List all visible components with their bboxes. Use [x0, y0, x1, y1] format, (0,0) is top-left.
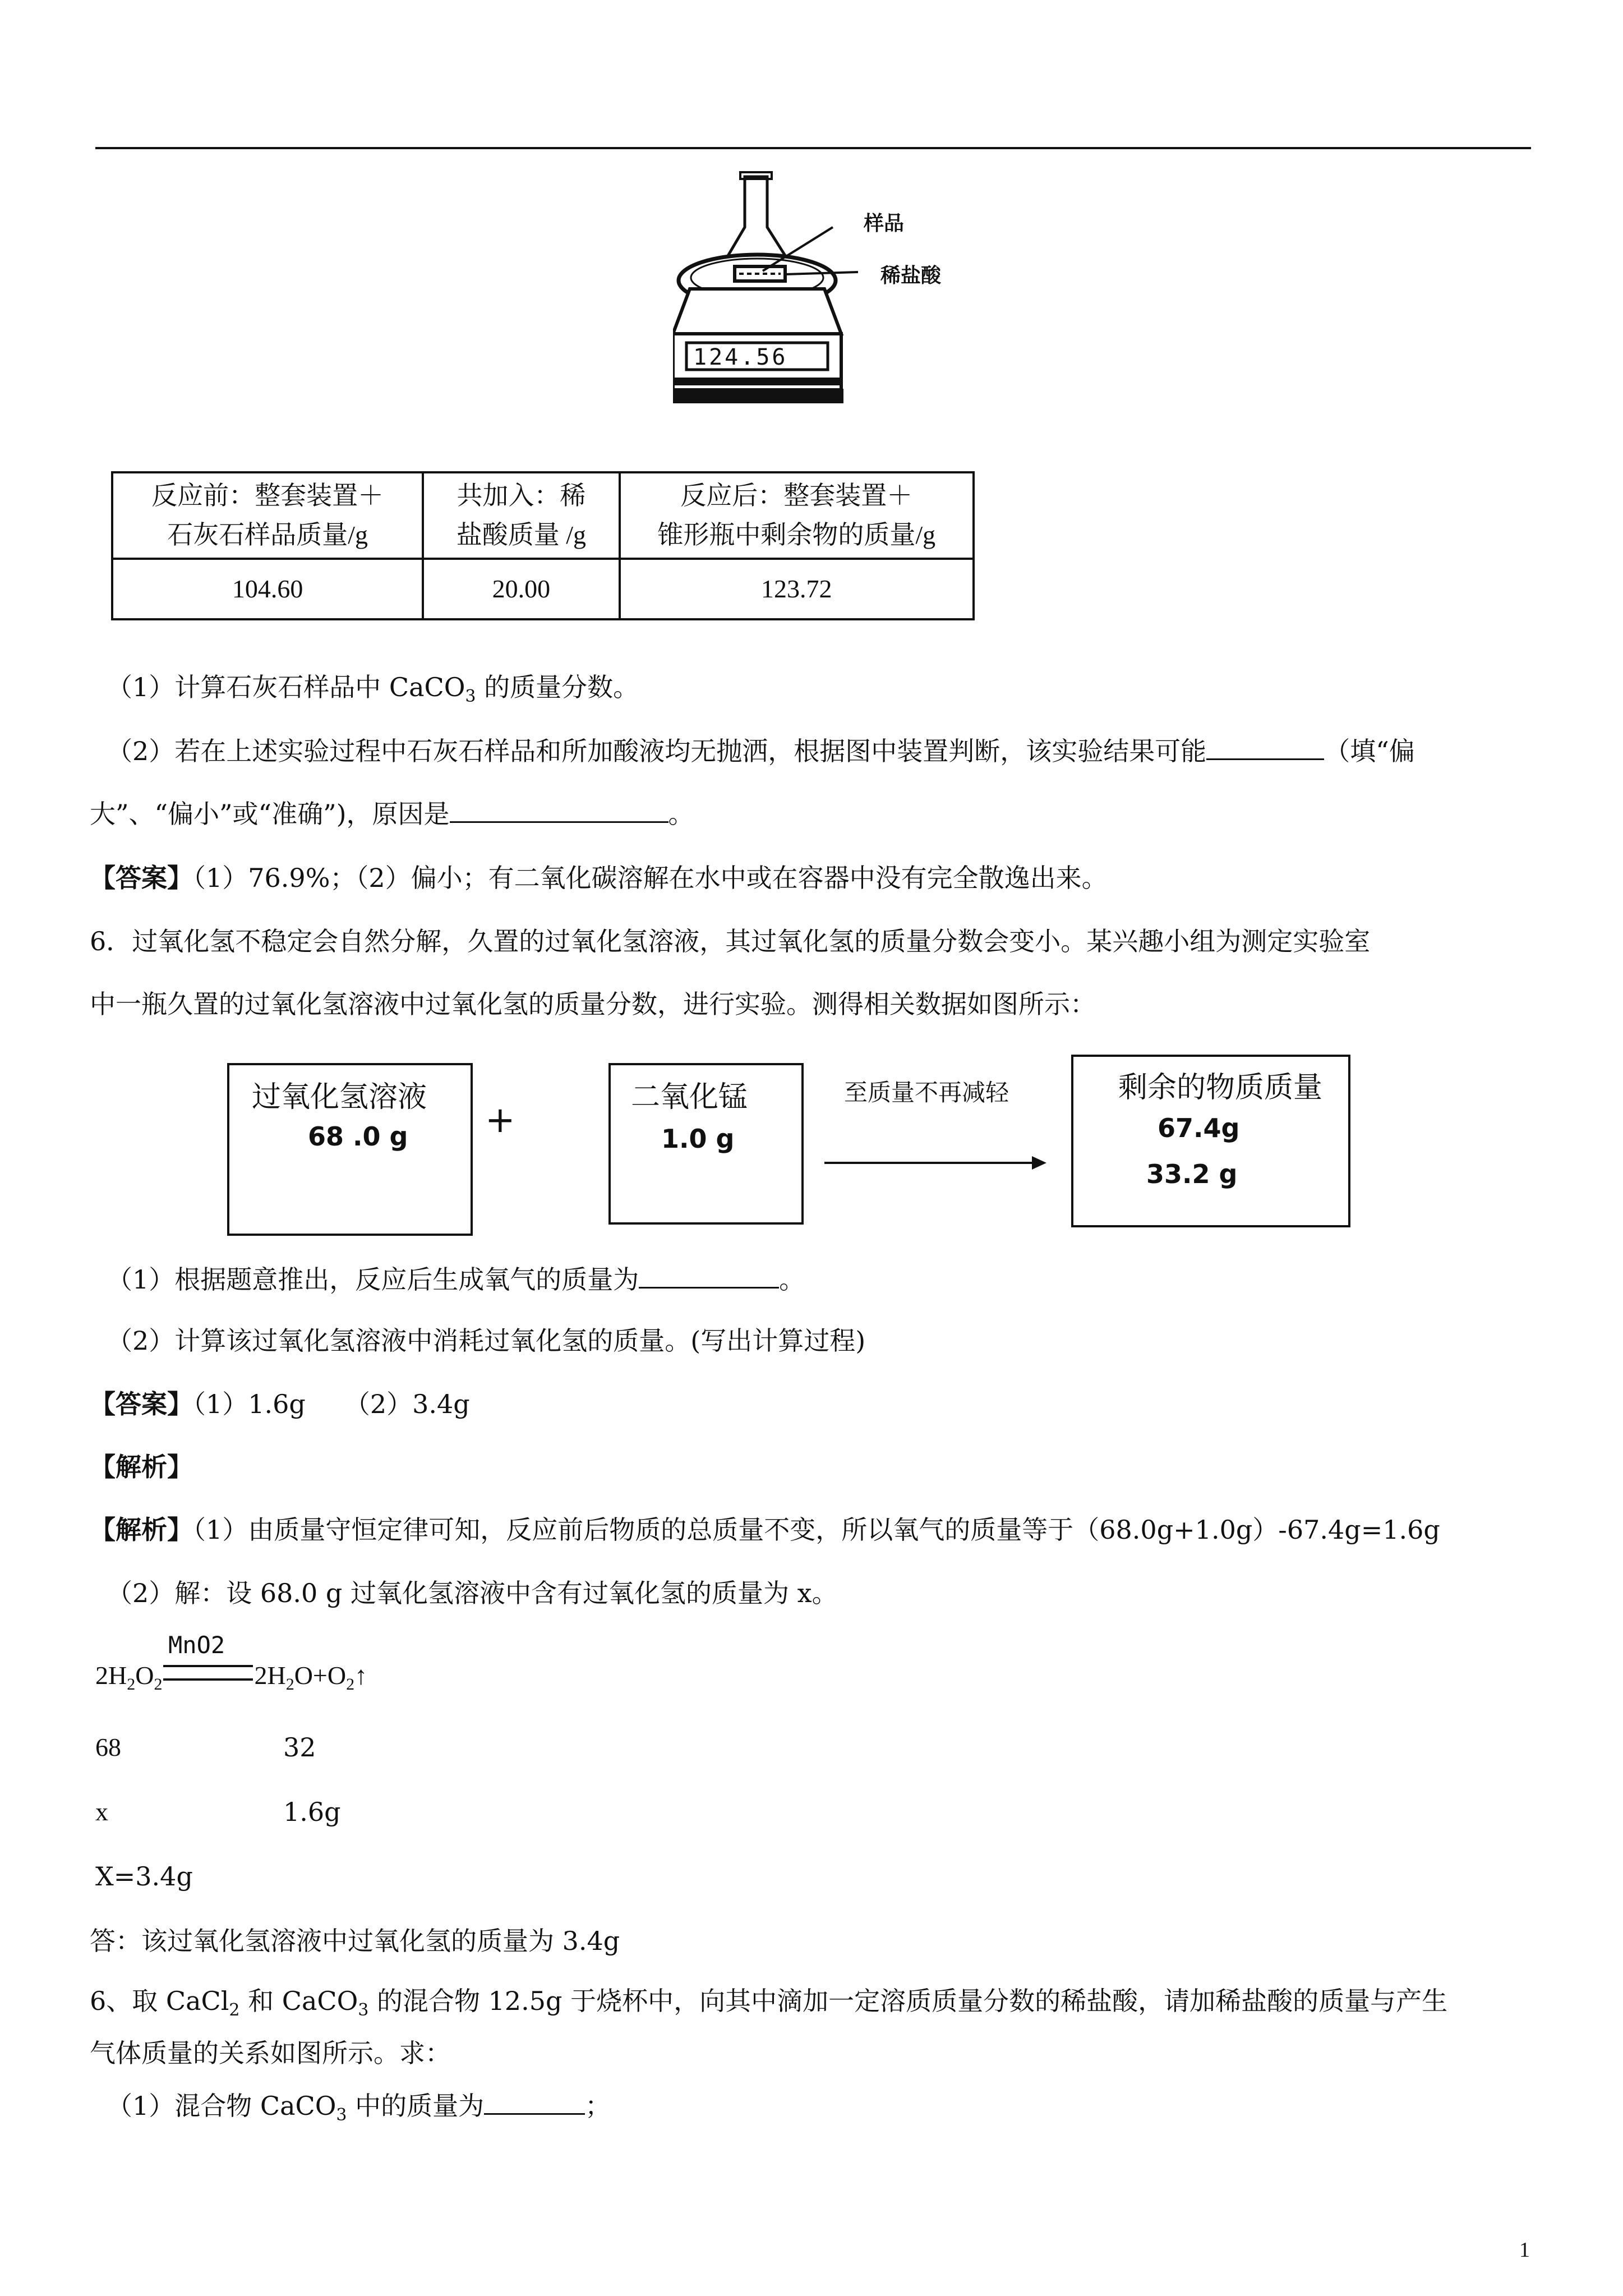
- catalyst-label: MnO2: [168, 1631, 225, 1659]
- table-header-cell: 共加入：稀 盐酸质量 /g: [423, 472, 619, 559]
- plus-sign: +: [485, 1099, 515, 1141]
- box-hydrogen-peroxide: 过氧化氢溶液 68 .0 g: [227, 1063, 473, 1236]
- answer-blank: [484, 2088, 585, 2115]
- analysis-part2: （2）解：设 68.0 g 过氧化氢溶液中含有过氧化氢的质量为 x。: [107, 1578, 838, 1608]
- data-table: [111, 471, 975, 620]
- answer-blank: [639, 1262, 779, 1289]
- q6-answer: 【答案】（1）1.6g （2）3.4g: [90, 1389, 470, 1419]
- table-value-cell: 104.60: [112, 559, 423, 619]
- q7-line2: 气体质量的关系如图所示。求：: [90, 2038, 451, 2068]
- label-sample: 样品: [864, 212, 905, 235]
- table-value-cell: 20.00: [423, 559, 619, 619]
- q5-answer: 【答案】（1）76.9%；（2）偏小；有二氧化碳溶解在水中或在容器中没有完全散逸出来。: [90, 863, 1108, 893]
- ratio-row1-right: 32: [283, 1732, 316, 1763]
- q5-part1: （1）计算石灰石样品中 CaCO$_3$ 的质量分数。: [107, 672, 639, 706]
- result: X=3.4g: [95, 1861, 193, 1892]
- answer-blank: [450, 797, 668, 823]
- q5-part2-line1: （2）若在上述实验过程中石灰石样品和所加酸液均无抛洒，根据图中装置判断，该实验结果可能 （填“偏: [107, 734, 1415, 768]
- page-number: 1: [1519, 2238, 1530, 2262]
- table-header-cell: 反应前：整套装置＋ 石灰石样品质量/g: [112, 472, 423, 559]
- q6-intro-line2: 中一瓶久置的过氧化氢溶液中过氧化氢的质量分数，进行实验。测得相关数据如图所示：: [90, 989, 1096, 1019]
- conclusion: 答：该过氧化氢溶液中过氧化氢的质量为 3.4g: [90, 1926, 620, 1956]
- analysis-heading: 【解析】: [90, 1452, 193, 1482]
- header-rule: [95, 147, 1531, 149]
- balance-figure: [673, 165, 987, 418]
- q6-part1: （1）根据题意推出，反应后生成氧气的质量为 。: [107, 1262, 805, 1296]
- chemical-equation: $2H_2O_2$ $2H_2O+O_2↑$: [95, 1661, 368, 1694]
- box-remaining-mass: 剩余的物质质量 67.4g 33.2 g: [1071, 1055, 1350, 1227]
- analysis-part1: 【解析】（1）由质量守恒定律可知，反应前后物质的总质量不变，所以氧气的质量等于（68.0g+1.0g）-67.4g=1.6g: [90, 1515, 1440, 1545]
- ratio-row2-right: 1.6g: [283, 1797, 341, 1827]
- gas-arrow-icon: ↑: [354, 1661, 368, 1690]
- q7-part1: （1）混合物 CaCO$_3$ 中的质量为 ；: [107, 2088, 611, 2132]
- ratio-row1-left: 68: [95, 1733, 121, 1761]
- box-manganese-dioxide: 二氧化锰 1.0 g: [608, 1063, 804, 1225]
- reaction-arrow: [824, 1154, 1049, 1171]
- q6-part2: （2）计算该过氧化氢溶液中消耗过氧化氢的质量。(写出计算过程): [107, 1326, 866, 1356]
- table-header-cell: 反应后：整套装置＋ 锥形瓶中剩余物的质量/g: [620, 472, 974, 559]
- answer-blank: [1206, 734, 1324, 760]
- equals-bar: [163, 1665, 253, 1681]
- arrow-label: 至质量不再减轻: [844, 1079, 1009, 1106]
- label-dilute-hcl: 稀盐酸: [880, 264, 942, 287]
- q6-intro-line1: 6．过氧化氢不稳定会自然分解，久置的过氧化氢溶液，其过氧化氢的质量分数会变小。某兴趣小组为测定实验室: [90, 926, 1371, 956]
- table-value-cell: 123.72: [620, 559, 974, 619]
- q5-part2-line2: 大”、“偏小”或“准确”)，原因是 。: [90, 797, 694, 831]
- ratio-row2-left: x: [95, 1797, 108, 1826]
- balance-display: 124.56: [693, 344, 788, 370]
- q7-line1: 6、取 CaCl$_2$ 和 CaCO$_3$ 的混合物 12.5g 于烧杯中，向其中滴加一定溶质质量分数的稀盐酸，请加稀盐酸的质量与产生: [90, 1986, 1448, 2020]
